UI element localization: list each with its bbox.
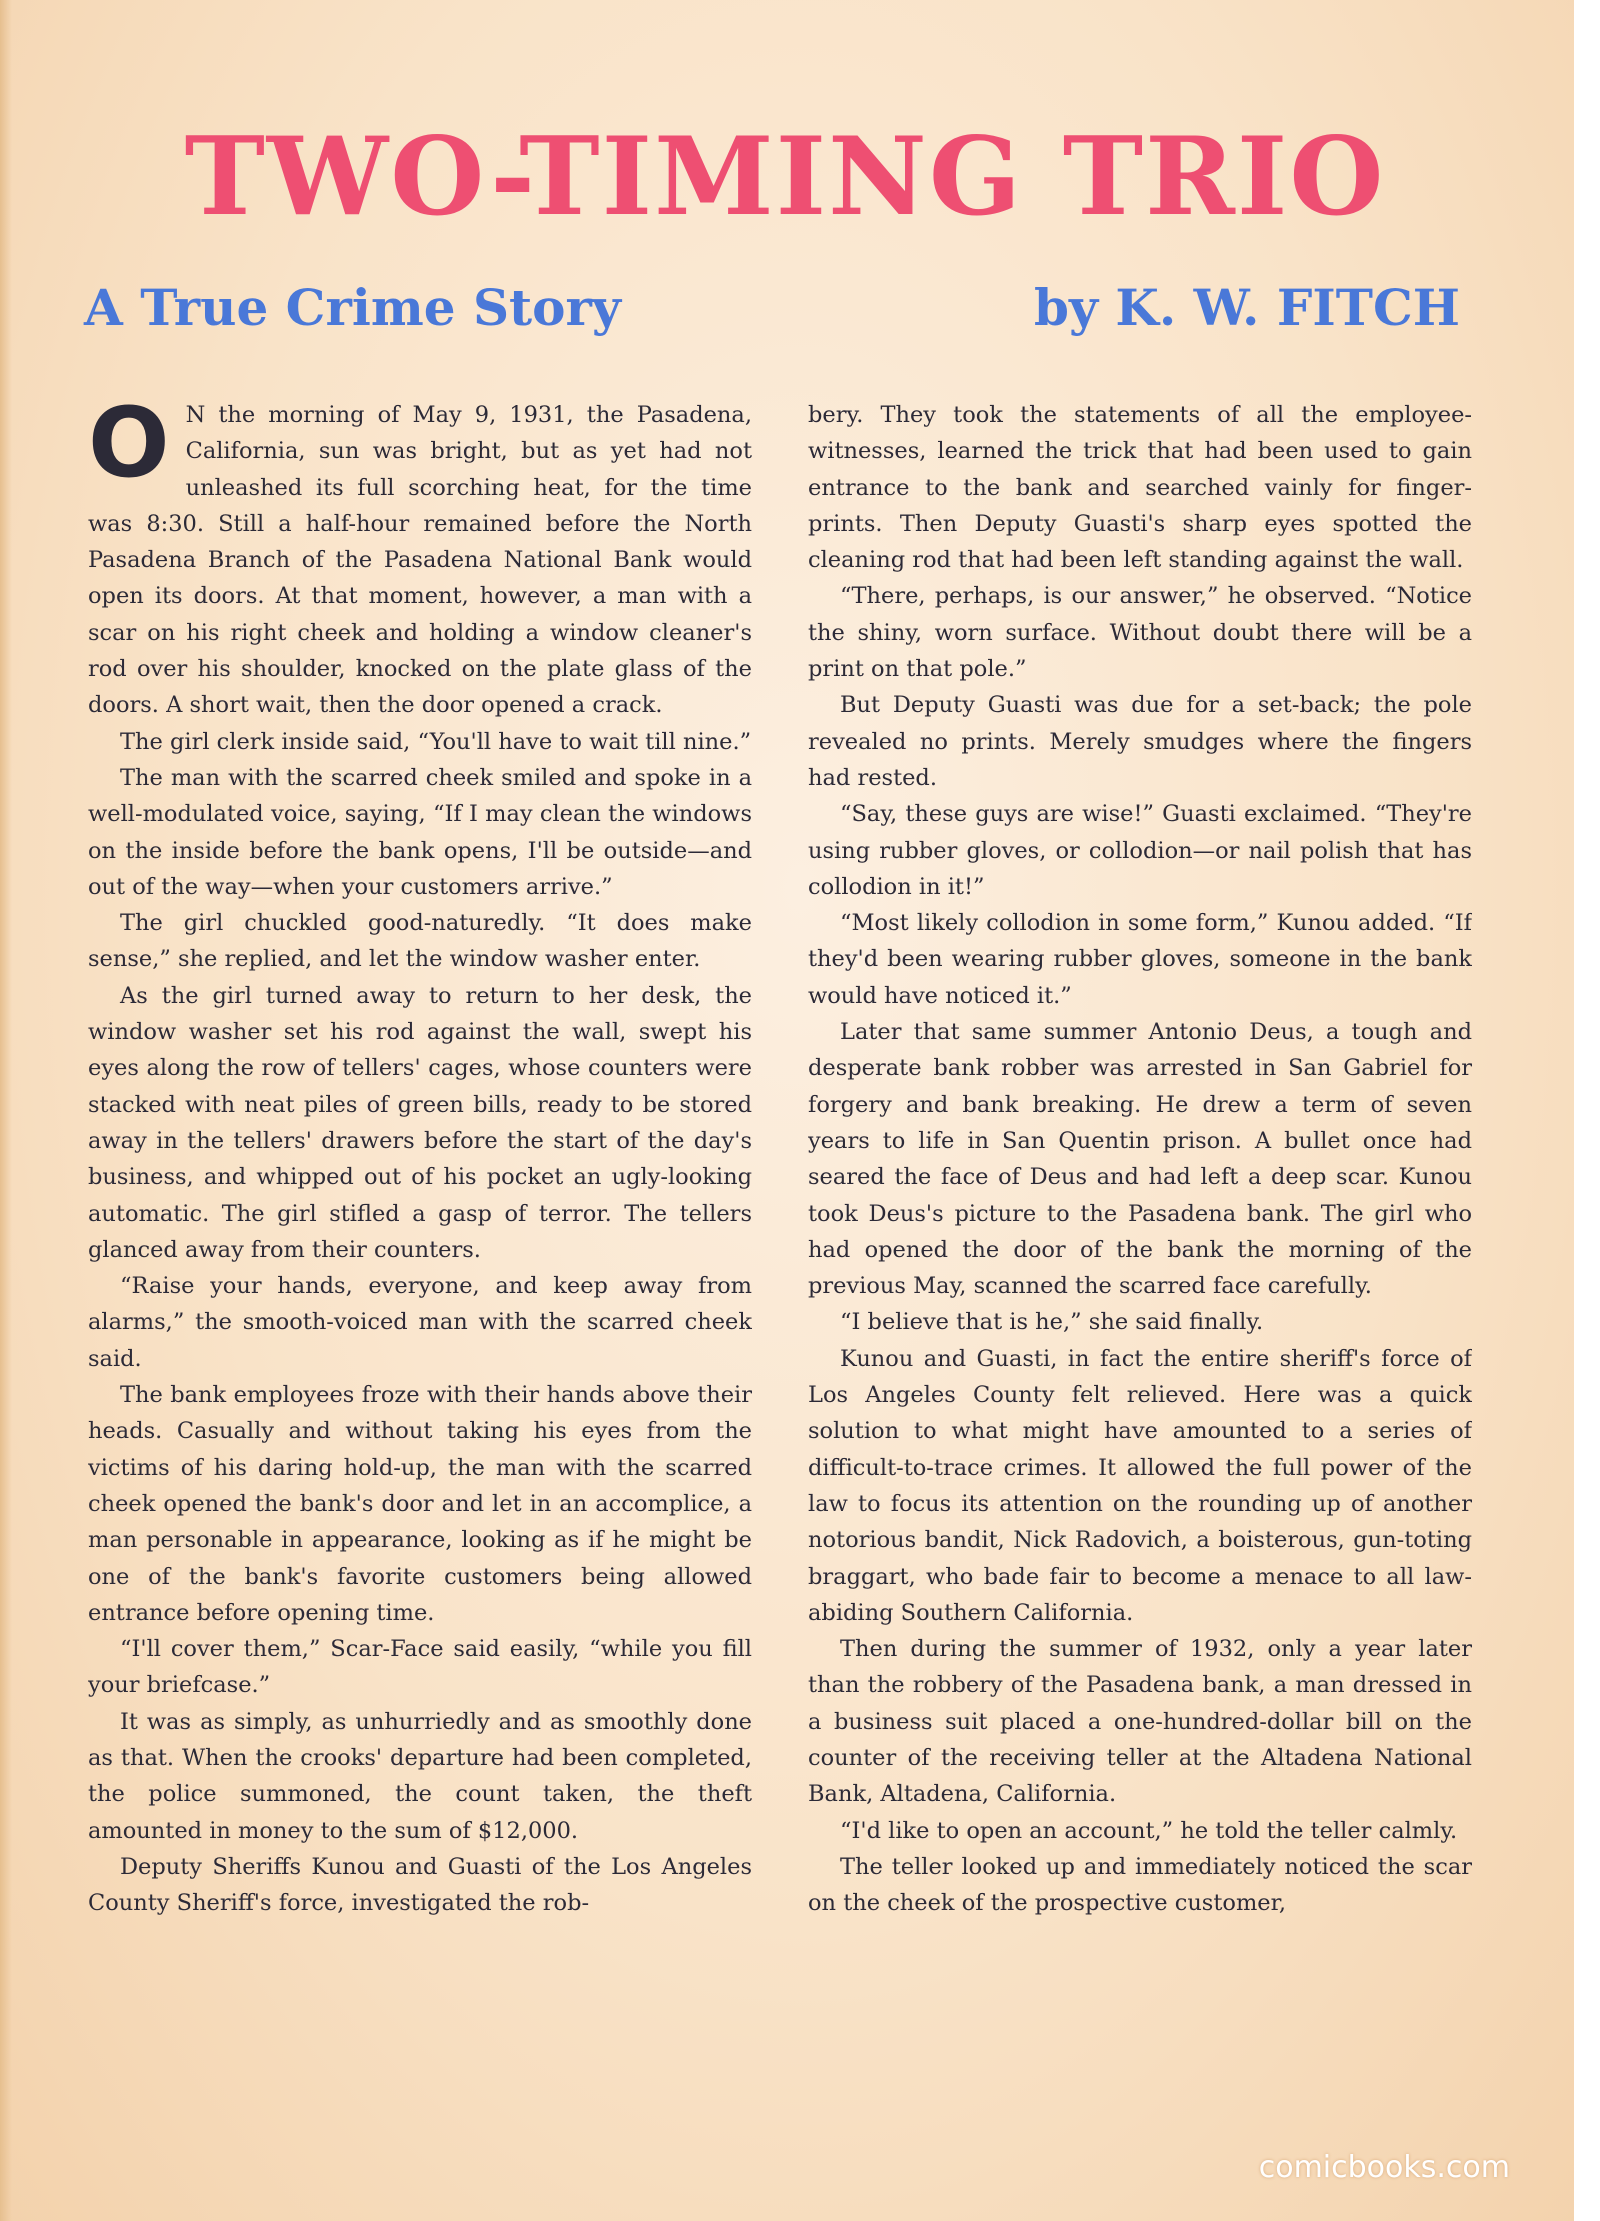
paragraph: The girl clerk inside said, “You'll have to wait till nine.” — [120, 728, 752, 755]
site-watermark: comicbooks.com — [1258, 2150, 1510, 2185]
paragraph: “I'd like to open an account,” he told the teller calmly. — [840, 1817, 1458, 1844]
text-column-right — [808, 397, 1472, 2167]
paragraph: N the morning of May 9, 1931, the Pasadena, California, sun was bright, but as yet had not unleashed its full scorching heat, for the time was 8:30. Still a half-hour remained before the North Pasadena Branch of the Pasadena National Bank would open its doors. At that moment, however, a man with a scar on his right cheek and holding a window cleaner's rod over his shoulder, knocked on the plate glass of the doors. A short wait, then the door opened a crack. — [88, 402, 752, 719]
text-column-left — [88, 397, 752, 2167]
article-headline: TWO-TIMING TRIO — [184, 114, 1386, 240]
paragraph: The man with the scarred cheek smiled and spoke in a well-modulated voice, saying, “If I may clean the windows on the inside before the bank opens, I'll be outside—and out of the way—when your customers arrive.” — [88, 764, 752, 900]
paragraph: “Raise your hands, everyone, and keep away from alarms,” the smooth-voiced man with the scarred cheek said. — [88, 1273, 752, 1372]
page-edge-shadow — [0, 0, 12, 2221]
paragraph: The girl chuckled good-naturedly. “It does make sense,” she replied, and let the window washer enter. — [88, 910, 752, 973]
paragraph: “I believe that is he,” she said finally. — [840, 1309, 1264, 1336]
paragraph: Then during the summer of 1932, only a year later than the robbery of the Pasadena bank, a man dressed in a business suit placed a one-hundred-dollar bill on the counter of the receiving teller at the Altadena National Bank, Altadena, California. — [808, 1636, 1472, 1808]
paragraph: The teller looked up and immediately noticed the scar on the cheek of the prospective customer, — [808, 1853, 1472, 1917]
paragraph: “There, perhaps, is our answer,” he observed. “Notice the shiny, worn surface. Without doubt there will be a print on that pole.” — [808, 583, 1472, 683]
paragraph: The bank employees froze with their hands above their heads. Casually and without taking his eyes from the victims of his daring hold-up, the man with the scarred cheek opened the bank's door and let in an accomplice, a man personable in appearance, looking as if he might be one of the bank's favorite customers being allowed entrance before opening time. — [88, 1382, 752, 1626]
paragraph: Deputy Sheriffs Kunou and Guasti of the Los Angeles County Sheriff's force, investigated the rob- — [88, 1853, 752, 1917]
paragraph: “I'll cover them,” Scar-Face said easily, “while you fill your briefcase.” — [88, 1636, 752, 1699]
paragraph: bery. They took the statements of all the employee-witnesses, learned the trick that had been used to gain entrance to the bank and searched vainly for finger-prints. Then Deputy Guasti's sharp eyes spotted the cleaning rod that had been left standing against the wall. — [808, 402, 1472, 574]
paragraph: Later that same summer Antonio Deus, a tough and desperate bank robber was arrested in San Gabriel for forgery and bank breaking. He drew a term of seven years to life in San Quentin prison. A bullet once had seared the face of Deus and had left a deep scar. Kunou took Deus's picture to the Pasadena bank. The girl who had opened the door of the bank the morning of the previous May, scanned the scarred face carefully. — [808, 1019, 1472, 1300]
article-subtitle: A True Crime Story — [84, 278, 621, 337]
paragraph: “Most likely collodion in some form,” Kunou added. “If they'd been wearing rubber gloves, someone in the bank would have noticed it.” — [808, 910, 1472, 1009]
paragraph: Kunou and Guasti, in fact the entire sheriff's force of Los Angeles County felt relieved. Here was a quick solution to what might have amounted to a series of difficult-to-trace crimes. It allowed the full power of the law to focus its attention on the rounding up of another notorious bandit, Nick Radovich, a boisterous, gun-toting braggart, who bade fair to become a menace to all law-abiding Southern California. — [808, 1345, 1472, 1626]
drop-cap: O — [88, 397, 170, 499]
paragraph: “Say, these guys are wise!” Guasti exclaimed. “They're using rubber gloves, or collodion—or nail polish that has collodion in it!” — [808, 801, 1472, 900]
paragraph: It was as simply, as unhurriedly and as smoothly done as that. When the crooks' departure had been completed, the police summoned, the count taken, the theft amounted in money to the sum of $12,000. — [88, 1708, 752, 1844]
paragraph: As the girl turned away to return to her desk, the window washer set his rod against the wall, swept his eyes along the row of tellers' cages, whose counters were stacked with neat piles of green bills, ready to be stored away in the tellers' drawers before the start of the day's business, and whipped out of his pocket an ugly-looking automatic. The girl stifled a gasp of terror. The tellers glanced away from their counters. — [88, 982, 752, 1263]
article-byline: by K. W. FITCH — [1033, 278, 1460, 337]
page-margin-white — [1574, 0, 1600, 2221]
paragraph: But Deputy Guasti was due for a set-back; the pole revealed no prints. Merely smudges where the fingers had rested. — [808, 692, 1472, 791]
